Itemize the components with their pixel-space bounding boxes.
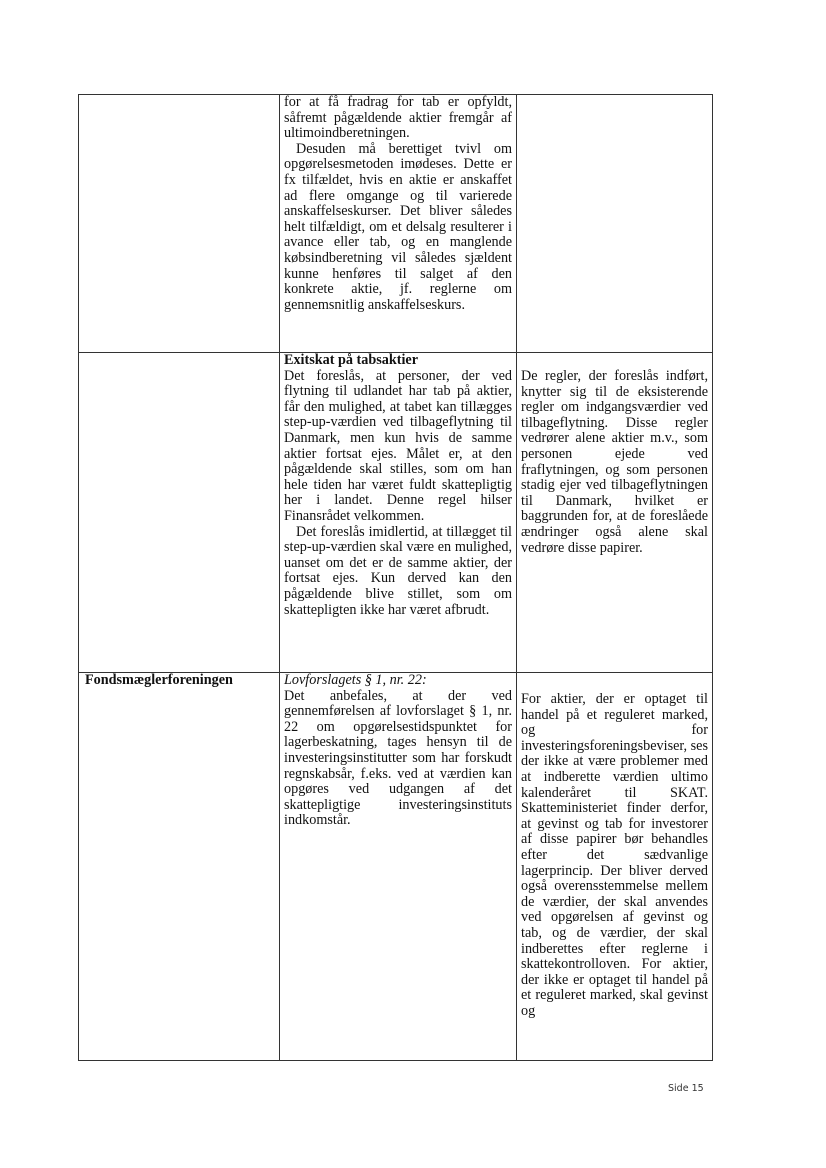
response-cell — [517, 95, 713, 353]
organization-cell — [79, 353, 280, 673]
page-number: Side 15 — [668, 1083, 704, 1094]
comment-paragraph: for at få fradrag for tab er opfyldt, såfremt pågældende aktier fremgår af ultimoindberetningen. — [284, 94, 512, 142]
organization-cell: Fondsmæglerforeningen — [79, 673, 280, 1061]
comment-paragraph: Det anbefales, at der ved gennemførelsen af lovforslaget § 1, nr. 22 om opgørelsestidspunktet for lagerbeskatning, tages hensyn til de investeringsinstitutter som har forskudt regnskabsår, f.eks. ved at værdien kan opgøres ved udgangen af det skattepligtige investeringsinstituts indkomstår. — [284, 687, 512, 829]
comment-paragraph: Det foreslås imidlertid, at tillægget til step-up-værdien skal være en mulighed, uanset om det er de samme aktier, der fortsat ejes. Kun derved kan den pågældende blive stillet, som om skattepligten ikke har været afbrudt. — [284, 523, 512, 618]
comment-paragraph: Det foreslås, at personer, der ved flytning til udlandet har tab på aktier, får den mulighed, at tabet kan tillægges step-up-værdien ved tilbageflytning til Danmark, men kun hvis de samme aktier fortsat ejes. Målet er, at den pågældende skal stilles, som om han hele tiden har været fuldt skattepligtig her i landet. Denne regel hilser Finansrådet velkommen. — [284, 367, 512, 524]
comment-cell — [280, 353, 517, 673]
comment-cell — [280, 673, 517, 1061]
organization-cell — [79, 95, 280, 353]
response-cell: For aktier, der er optaget til handel på et reguleret marked, og for investeringsforeningsbeviser, ses der ikke at være problemer med at indberette værdien ultimo kalenderåret til SKAT. Skatteministeriet finder derfor, at gevinst og tab for investorer af disse papirer bør behandles efter det sædvanlige lagerprincip. Der bliver derved også overensstemmelse mellem de værdier, der skal anvendes ved opgørelsen af gevinst og tab, og de værdier, der skal indberettes efter reglerne i skattekontrolloven. For aktier, der ikke er optaget til handel på et reguleret marked, skal gevinst og — [517, 673, 713, 1061]
comment-heading: Lovforslagets § 1, nr. 22: — [284, 672, 427, 688]
comment-heading: Exitskat på tabsaktier — [284, 352, 419, 368]
comment-cell — [280, 95, 517, 353]
comments-table — [78, 94, 713, 1061]
comment-paragraph: Desuden må berettiget tvivl om opgørelsesmetoden imødeses. Dette er fx tilfældet, hvis en aktie er anskaffet ad flere omgange og til varierede anskaffelseskurser. Det bliver således helt tilfældigt, om et delsalg resulterer i avance eller tab, og en manglende købsindberetning vil således sjældent kunne henføres til salget af den konkrete aktie, jf. reglerne om gennemsnitlig anskaffelseskurs. — [284, 140, 512, 313]
table-row — [79, 353, 713, 673]
table-row — [79, 673, 713, 1061]
table-row — [79, 95, 713, 353]
response-cell: De regler, der foreslås indført, knytter sig til de eksisterende regler om indgangsværdier ved tilbageflytning. Disse regler vedrører alene aktier m.v., som personen ejede ved fraflytningen, og som personen stadig ejer ved tilbageflytningen til Danmark, hvilket er baggrunden for, at de foreslåede ændringer også alene skal vedrøre disse papirer. — [517, 353, 713, 673]
